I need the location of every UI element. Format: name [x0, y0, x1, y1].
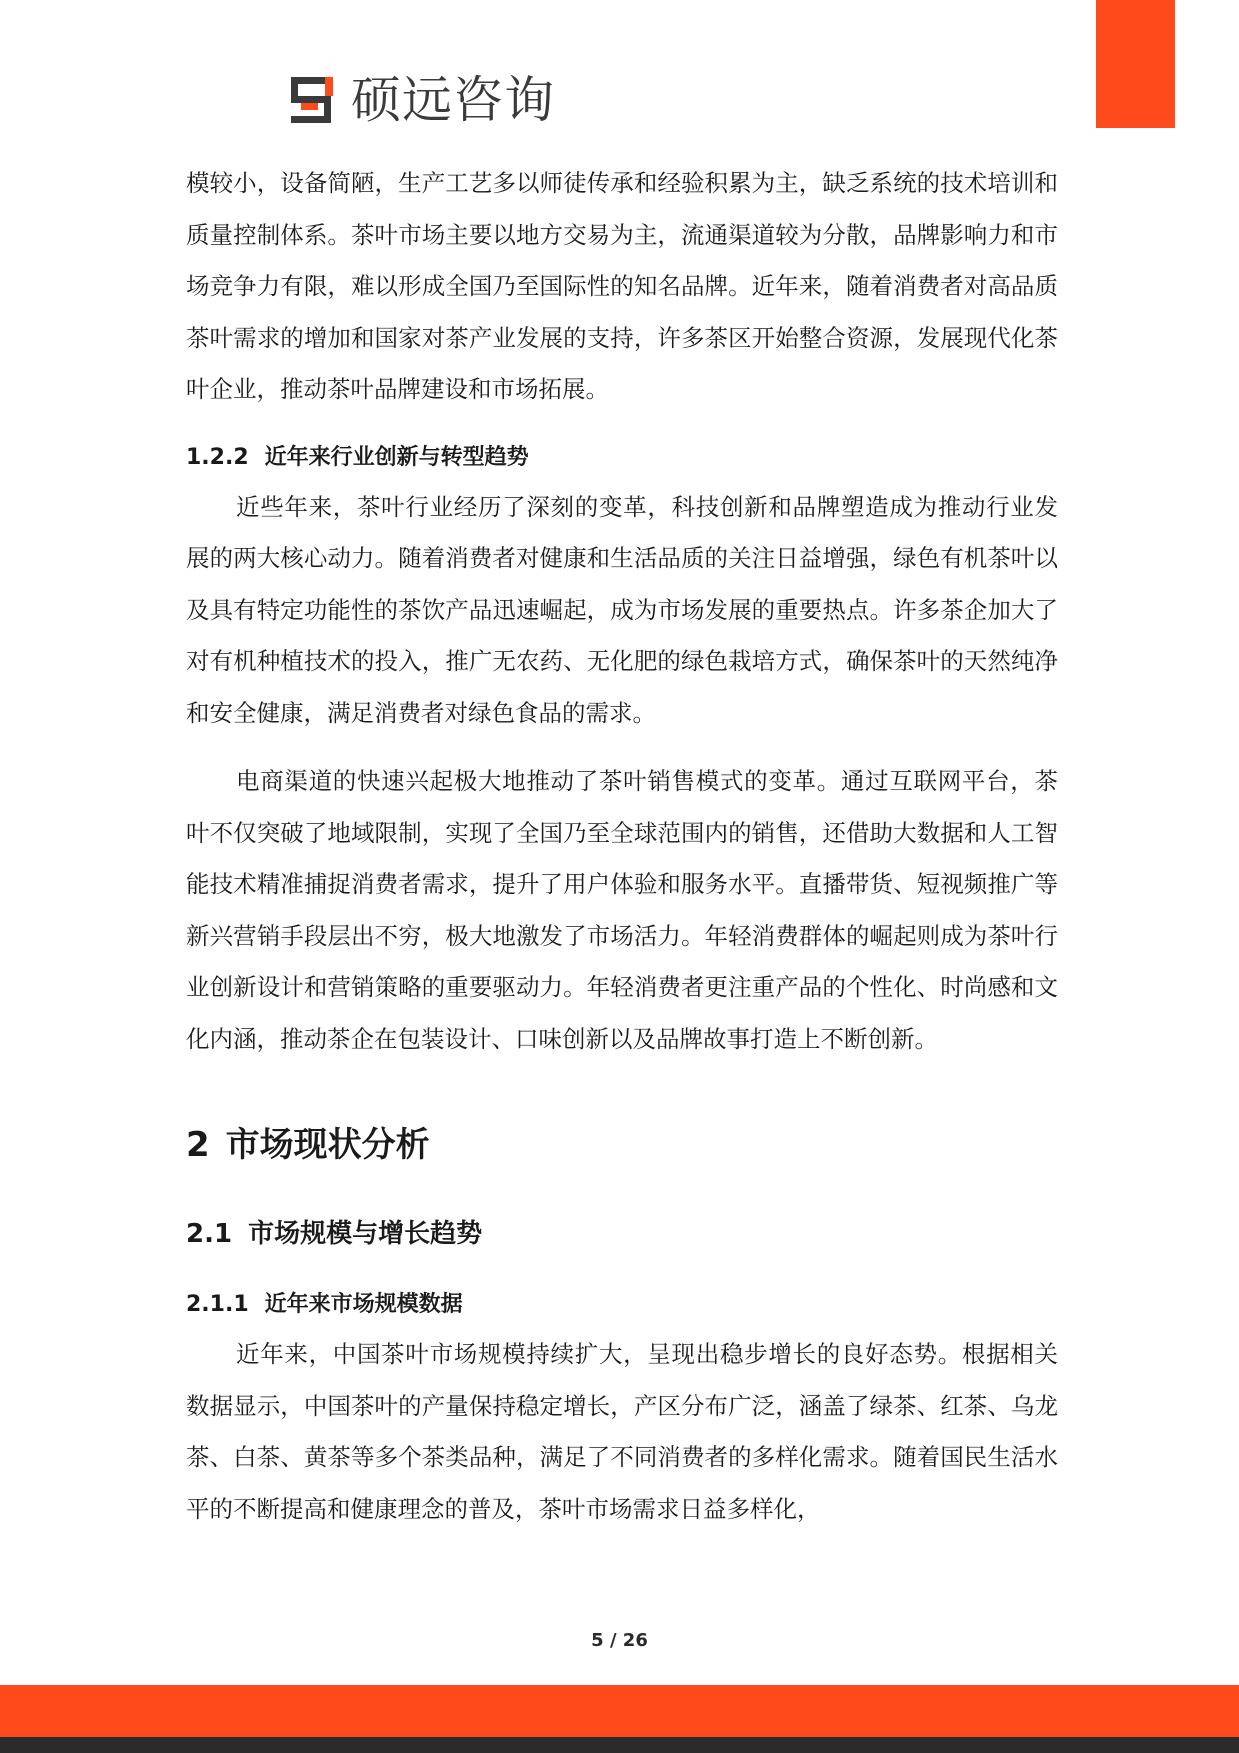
section-heading-2-1 — [186, 1205, 1058, 1263]
page-number: 5 / 26 — [591, 1630, 648, 1651]
paragraph: 近年来，中国茶叶市场规模持续扩大，呈现出稳步增长的良好态势。根据相关数据显示，中国茶叶的产量保持稳定增长，产区分布广泛，涵盖了绿茶、红茶、乌龙茶、白茶、黄茶等多个茶类品种，满足了不同消费者的多样化需求。随着国民生活水平的不断提高和健康理念的普及，茶叶市场需求日益多样化， — [186, 1340, 1058, 1523]
logo-text: 硕远咨询 — [351, 71, 555, 129]
section-heading-2-1-1 — [186, 1281, 1058, 1329]
logo-mark-icon — [285, 73, 339, 127]
section-title: 市场现状分析 — [225, 1125, 430, 1165]
paragraph: 模较小，设备简陋，生产工艺多以师徒传承和经验积累为主，缺乏系统的技术培训和质量控制体系。茶叶市场主要以地方交易为主，流通渠道较为分散，品牌影响力和市场竞争力有限，难以形成全国乃至国际性的知名品牌。近年来，随着消费者对高品质茶叶需求的增加和国家对茶产业发展的支持，许多茶区开始整合资源，发展现代化茶叶企业，推动茶叶品牌建设和市场拓展。 — [186, 169, 1058, 403]
brand-logo — [285, 70, 555, 130]
section-number: 2.1 — [186, 1219, 233, 1249]
paragraph: 近些年来，茶叶行业经历了深刻的变革，科技创新和品牌塑造成为推动行业发展的两大核心动力。随着消费者对健康和生活品质的关注日益增强，绿色有机茶叶以及具有特定功能性的茶饮产品迅速崛起，成为市场发展的重要热点。许多茶企加大了对有机种植技术的投入，推广无农药、无化肥的绿色栽培方式，确保茶叶的天然纯净和安全健康，满足消费者对绿色食品的需求。 — [186, 492, 1058, 727]
footer-dark-line — [0, 1737, 1239, 1753]
footer-accent-bar — [0, 1685, 1239, 1737]
section-title: 近年来行业创新与转型趋势 — [264, 444, 529, 470]
chapter-heading-2 — [186, 1105, 1058, 1185]
section-title: 市场规模与增长趋势 — [248, 1219, 483, 1249]
header-accent-tab — [1096, 0, 1175, 128]
paragraph: 电商渠道的快速兴起极大地推动了茶叶销售模式的变革。通过互联网平台，茶叶不仅突破了地域限制，实现了全国乃至全球范围内的销售，还借助大数据和人工智能技术精准捕捉消费者需求，提升了用户体验和服务水平。直播带货、短视频推广等新兴营销手段层出不穷，极大地激发了市场活力。年轻消费群体的崛起则成为茶叶行业创新设计和营销策略的重要驱动力。年轻消费者更注重产品的个性化、时尚感和文化内涵，推动茶企在包装设计、口味创新以及品牌故事打造上不断创新。 — [186, 767, 1058, 1053]
section-number: 1.2.2 — [186, 444, 249, 470]
document-body — [186, 158, 1058, 1535]
section-number: 2 — [186, 1125, 210, 1165]
section-heading-1-2-2 — [186, 434, 1058, 482]
section-number: 2.1.1 — [186, 1292, 249, 1317]
section-title: 近年来市场规模数据 — [264, 1292, 463, 1317]
